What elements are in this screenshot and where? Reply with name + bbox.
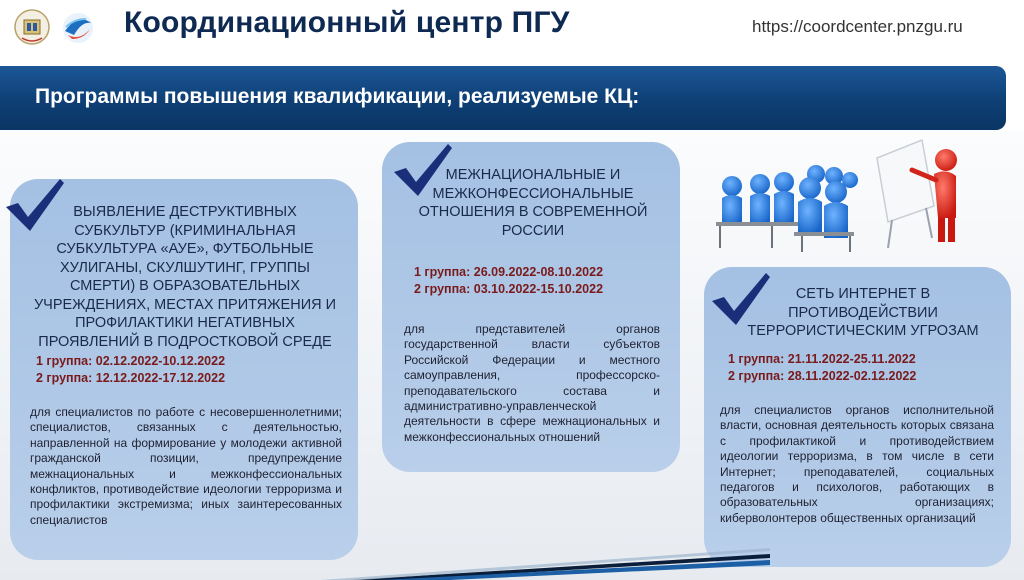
classroom-illustration-icon [712, 130, 972, 255]
group-2-dates: 2 группа: 12.12.2022-17.12.2022 [36, 371, 226, 385]
card-title: СЕТЬ ИНТЕРНЕТ В ПРОТИВОДЕЙСТВИИ ТЕРРОРИСТИЧЕСКИМ УГРОЗАМ [747, 286, 979, 339]
card-title: МЕЖНАЦИОНАЛЬНЫЕ И МЕЖКОНФЕССИОНАЛЬНЫЕ ОТНОШЕНИЯ В СОВРЕМЕННОЙ РОССИИ [418, 167, 648, 239]
site-url[interactable]: https://coordcenter.pnzgu.ru [752, 17, 963, 36]
card-dates [414, 264, 603, 298]
card-description: для представителей органов государственной власти субъектов Российской Федерации и местного самоуправления, профессорско-преподавательского состава и административно-управленческой деятельности в сфере межнациональных и межконфессиональных отношений [404, 322, 660, 444]
card-description: для специалистов по работе с несовершеннолетними; специалистов, связанных с деятельностью, направленной на формирование у молодежи активной гражданской позиции, предупреждение межнациональных и межконфессиональных конфликтов, противодействие идеологии терроризма и профилактики экстремизма; иных заинтересованных специалистов [30, 405, 342, 527]
site-title: Координационный центр ПГУ [124, 6, 570, 39]
group-2-dates: 2 группа: 03.10.2022-15.10.2022 [414, 282, 604, 296]
banner-title: Программы повышения квалификации, реализуемые КЦ: [35, 85, 640, 108]
program-card-destructive-subcultures [10, 179, 358, 560]
university-crest-icon [12, 8, 52, 46]
card-description: для специалистов органов исполнительной власти, основная деятельность которых связана с профилактикой и противодействием идеологии терроризма, в том числе в сети Интернет; преподавателей, социальных педагогов и психологов, работающих в образовательных организациях; киберволонтеров общественных организаций [720, 403, 994, 525]
group-1-dates: 1 группа: 02.12.2022-10.12.2022 [36, 354, 226, 368]
group-1-dates: 1 группа: 21.11.2022-25.11.2022 [728, 352, 916, 366]
group-2-dates: 2 группа: 28.11.2022-02.12.2022 [728, 369, 917, 383]
section-banner [0, 66, 1006, 130]
coordcenter-logo-icon [60, 11, 96, 45]
group-1-dates: 1 группа: 26.09.2022-08.10.2022 [414, 265, 604, 279]
card-dates [36, 353, 225, 387]
card-title: ВЫЯВЛЕНИЕ ДЕСТРУКТИВНЫХ СУБКУЛЬТУР (КРИМИНАЛЬНАЯ СУБКУЛЬТУРА «АУЕ», ФУТБОЛЬНЫЕ ХУЛИГАНЫ, СКУЛШУТИНГ, ГРУППЫ СМЕРТИ) В ОБРАЗОВАТЕЛЬНЫХ УЧРЕЖДЕНИЯХ, МЕСТАХ ПРИТЯЖЕНИЯ И ПРОФИЛАКТИКИ НЕГАТИВНЫХ ПРОЯВЛЕНИЙ В ПОДРОСТКОВОЙ СРЕДЕ [33, 204, 337, 350]
decorative-streaks [320, 520, 770, 580]
card-dates [728, 351, 916, 385]
program-card-interethnic-relations [382, 142, 680, 472]
